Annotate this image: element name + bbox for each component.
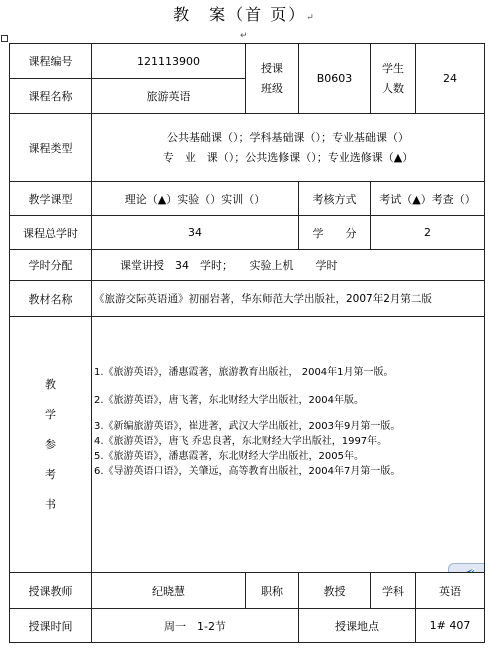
reference-item: 3.《新编旅游英语》，崔进著，武汉大学出版社，2003年9月第一版。 bbox=[94, 421, 401, 432]
references-label bbox=[10, 317, 92, 573]
credits-label: 学 分 bbox=[299, 216, 371, 250]
exam-method-value: 考试（▲）考查（） bbox=[371, 182, 485, 216]
ref-label-char: 参 bbox=[45, 437, 56, 451]
table-move-handle[interactable] bbox=[1, 35, 8, 42]
course-name-label: 课程名称 bbox=[10, 79, 92, 114]
total-hours-label: 课程总学时 bbox=[10, 216, 92, 250]
students-label-line2: 人数 bbox=[382, 81, 404, 95]
total-hours-value: 34 bbox=[92, 216, 299, 250]
teacher-name: 纪晓慧 bbox=[92, 573, 246, 609]
class-location-value: 1# 407 bbox=[416, 609, 485, 643]
references-list bbox=[92, 317, 485, 573]
students-value: 24 bbox=[416, 44, 485, 114]
reference-item: 1.《旅游英语》，潘惠霞著，旅游教育出版社， 2004年1月第一版。 bbox=[94, 367, 394, 378]
course-type-line1: 公共基础课（）；学科基础课（）；专业基础课（） bbox=[167, 130, 409, 144]
course-type-line2: 专 业 课（）；公共选修课（）；专业选修课（▲） bbox=[162, 150, 414, 164]
textbook-label: 教材名称 bbox=[10, 281, 92, 317]
hour-allocation-value: 课堂讲授 34 学时； 实验上机 学时 bbox=[92, 250, 485, 281]
course-type-label: 课程类型 bbox=[10, 114, 92, 182]
class-label-line2: 班级 bbox=[261, 81, 283, 95]
course-code-value: 121113900 bbox=[92, 44, 246, 79]
reference-item: 5.《旅游英语》，潘惠霞著，东北财经大学出版社，2005年。 bbox=[94, 451, 364, 462]
reference-item: 2.《旅游英语》，唐飞著，东北财经大学出版社，2004年版。 bbox=[94, 395, 364, 406]
class-value: B0603 bbox=[299, 44, 371, 114]
floating-nav-button[interactable] bbox=[448, 563, 485, 573]
class-location-label: 授课地点 bbox=[299, 609, 416, 643]
class-time-label: 授课时间 bbox=[10, 609, 92, 643]
teacher-label: 授课教师 bbox=[10, 573, 92, 609]
students-label-line1: 学生 bbox=[382, 61, 404, 75]
job-title-value: 教授 bbox=[299, 573, 371, 609]
course-name-value: 旅游英语 bbox=[92, 79, 246, 114]
reference-item: 4.《旅游英语》，唐飞 乔忠良著，东北财经大学出版社，1997年。 bbox=[94, 436, 388, 447]
document-title: 教 案（首 页）↵ bbox=[173, 5, 316, 24]
subject-value: 英语 bbox=[416, 573, 485, 609]
teaching-type-label: 教学课型 bbox=[10, 182, 92, 216]
reference-item: 6.《导游英语口语》，关肇远，高等教育出版社，2004年7月第一版。 bbox=[94, 466, 401, 477]
lesson-plan-table bbox=[9, 43, 485, 643]
ref-label-char: 学 bbox=[45, 407, 56, 421]
exam-method-label: 考核方式 bbox=[299, 182, 371, 216]
paragraph-mark: ↵ bbox=[240, 31, 248, 41]
course-code-label: 课程编号 bbox=[10, 44, 92, 79]
hour-allocation-label: 学时分配 bbox=[10, 250, 92, 281]
credits-value: 2 bbox=[371, 216, 485, 250]
teaching-type-value: 理论（▲）实验（）实训（） bbox=[92, 182, 299, 216]
ref-label-char: 书 bbox=[45, 497, 56, 511]
job-title-label: 职称 bbox=[246, 573, 299, 609]
students-label bbox=[371, 44, 416, 114]
ref-label-char: 考 bbox=[45, 467, 56, 481]
class-label bbox=[246, 44, 299, 114]
subject-label: 学科 bbox=[371, 573, 416, 609]
textbook-value: 《旅游交际英语通》初丽岩著，华东师范大学出版社，2007年2月第二版 bbox=[92, 281, 485, 317]
ref-label-char: 教 bbox=[45, 377, 56, 391]
class-label-line1: 授课 bbox=[261, 61, 283, 75]
class-time-value: 周一 1-2节 bbox=[92, 609, 299, 643]
paper-plane-icon bbox=[449, 564, 479, 573]
course-type-options bbox=[92, 114, 485, 182]
